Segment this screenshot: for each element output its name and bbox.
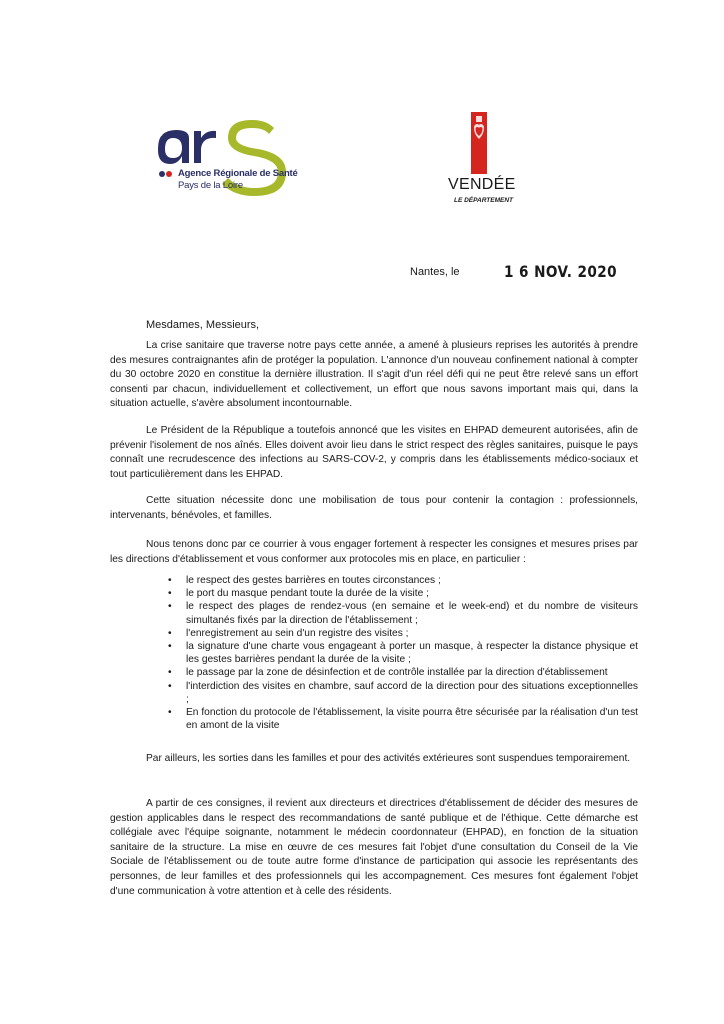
- ars-logo: [156, 116, 296, 202]
- list-item: • le passage par la zone de désinfection et de contrôle installée par la direction d'établissement: [168, 666, 638, 679]
- list-item: • l'enregistrement au sein d'un registre des visites ;: [168, 627, 638, 640]
- measures-list: [168, 574, 638, 732]
- list-item: • l'interdiction des visites en chambre, sauf accord de la direction pour des situations exceptionnelles ;: [168, 680, 638, 706]
- paragraph-management-measures: A partir de ces consignes, il revient aux directeurs et directrices d'établissement de décider des mesures de gestion applicables dans le respect des recommandations de santé publique et de l'éthique. Cette démarche est collégiale avec l'équipe soignante, notamment le médecin coordonnateur (EHPAD), en fonction de la situation sanitaire de la structure. La mise en œuvre de ces mesures fait l'objet d'une consultation du Conseil de la Vie Sociale de l'établissement ou de toute autre forme d'instance de participation qui associe les représentants des personnes, de leur familles et des professionnels qui les accompagnement. Ces mesures font également l'objet d'une communication à votre attention et à celle des résidents.: [110, 798, 638, 897]
- date-stamp: 1 6 NOV. 2020: [504, 262, 618, 281]
- list-item: • le port du masque pendant toute la durée de la visite ;: [168, 587, 638, 600]
- vendee-logo: [448, 112, 528, 218]
- list-item: • le respect des plages de rendez-vous (en semaine et le week-end) et du nombre de visiteurs simultanés fixés par la direction de l'établissement ;: [168, 600, 638, 626]
- vendee-subtitle: LE DÉPARTEMENT: [454, 197, 513, 204]
- paragraph-outings-suspended: Par ailleurs, les sorties dans les familles et pour des activités extérieures sont suspendues temporairement.: [146, 753, 631, 764]
- list-item: • le respect des gestes barrières en toutes circonstances ;: [168, 574, 638, 587]
- list-item: • la signature d'une charte vous engageant à porter un masque, à respecter la distance physique et les gestes barrières pendant la durée de la visite ;: [168, 640, 638, 666]
- vendee-name: VENDÉE: [448, 176, 516, 193]
- vendee-emblem: [471, 112, 487, 174]
- salutation: Mesdames, Messieurs,: [146, 319, 260, 331]
- paragraph-mobilisation: Cette situation nécessite donc une mobilisation de tous pour contenir la contagion : professionnels, intervenants, bénévoles, et familles.: [110, 495, 638, 521]
- ars-agency-name: Agence Régionale de Santé: [178, 168, 298, 179]
- heart-crown-icon: [471, 112, 487, 174]
- paragraph-crisis: La crise sanitaire que traverse notre pays cette année, a amené à plusieurs reprises les autorités à prendre des mesures contraignantes afin de protéger la population. L'annonce d'un nouveau confinement national à compter du 30 octobre 2020 en constitue la dernière illustration. Il s'agit d'un réel défi qui ne peut être relevé sans un effort consenti par chacun, individuellement et collectivement, un effort que nous savons important mais qui, dans la situation actuelle, s'avère absolument incontournable.: [110, 340, 638, 410]
- paragraph-instructions: Nous tenons donc par ce courrier à vous engager fortement à respecter les consignes et mesures prises par les directions d'établissement et vous conformer aux protocoles mis en place, en particulier :: [110, 539, 638, 565]
- paragraph-visits-authorized: Le Président de la République a toutefois annoncé que les visites en EHPAD demeurent autorisées, afin de prévenir l'isolement de nos aînés. Elles doivent avoir lieu dans le strict respect des règles sanitaires, puisque le pays connaît une recrudescence des infections au SARS-COV-2, y compris dans les établissements médico-sociaux et tout particulièrement dans les EHPAD.: [110, 425, 638, 480]
- list-item: • En fonction du protocole de l'établissement, la visite pourra être sécurisée par la réalisation d'un test en amont de la visite: [168, 706, 638, 732]
- ars-region-name: Pays de la Loire: [178, 180, 243, 191]
- date-place: Nantes, le: [410, 266, 460, 278]
- ars-dots-icon: [158, 170, 178, 178]
